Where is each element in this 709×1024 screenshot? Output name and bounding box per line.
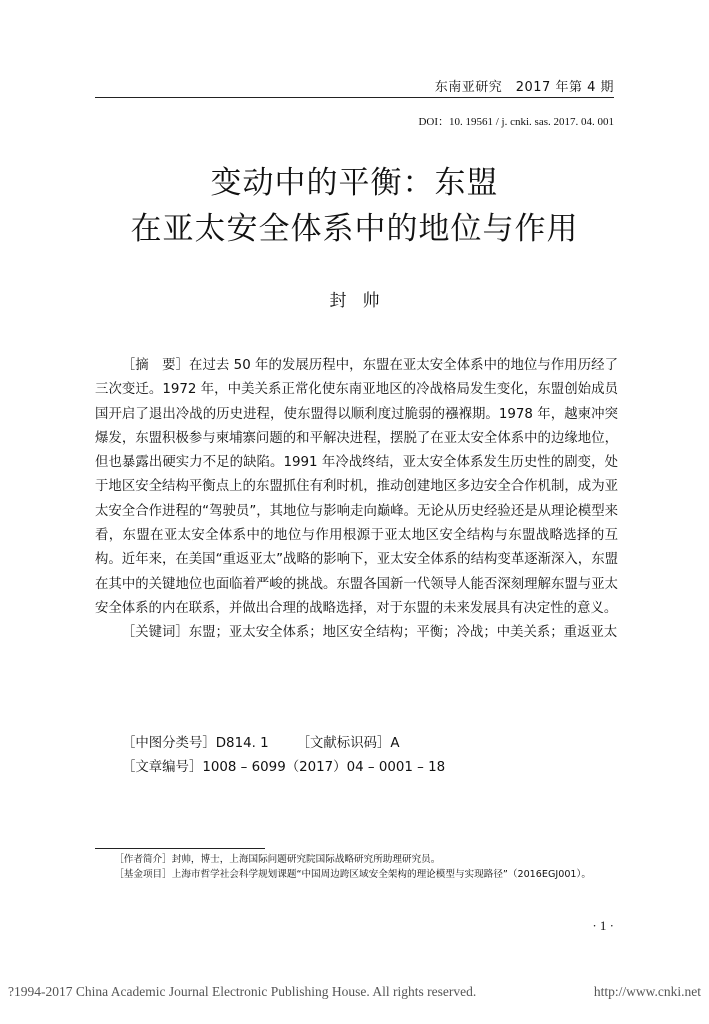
article-number-line [95,756,618,780]
abstract [95,354,618,646]
article-number: ［文章编号］1008 – 6099（2017）04 – 0001 – 18 [122,760,446,775]
title-line-1: 变动中的平衡：东盟 [210,165,499,201]
clc-number: ［中图分类号］D814. 1 [122,736,269,751]
copyright-bar [8,984,701,1000]
abstract-text: ［摘 要］在过去 50 年的发展历程中，东盟在亚太安全体系中的地位与作用历经了三次变迁。1972 年，中美关系正常化使东南亚地区的冷战格局发生变化，东盟创始成员国开启了退出冷战的历史进程，使东盟得以顺利度过脆弱的襁褓期。1978 年，越柬冲突爆发，东盟积极参与柬埔寨问题的和平解决进程，摆脱了在亚太安全体系中的边缘地位，但也暴露出硬实力不足的缺陷。1991 年冷战终结，亚太安全体系发生历史性的剧变，处于地区安全结构平衡点上的东盟抓住有利时机，推动创建地区多边安全合作机制，成为亚太安全合作进程的“驾驶员”，其地位与影响走向巅峰。无论从历史经验还是从理论模型来看，东盟在亚太安全体系中的地位与作用根源于亚太地区安全结构与东盟战略选择的互构。近年来，在美国“重返亚太”战略的影响下，亚太安全体系的结构变革逐渐深入，东盟在其中的关键地位也面临着严峻的挑战。东盟各国新一代领导人能否深刻理解东盟与亚太安全体系的内在联系，并做出合理的战略选择，对于东盟的未来发展具有决定性的意义。 [95,358,618,616]
classification-line [95,732,618,756]
header-rule [95,97,614,98]
journal-issue-header: 东南亚研究 2017 年第 4 期 [434,80,614,95]
copyright-text: ?1994-2017 China Academic Journal Electronic Publishing House. All rights reserved. [8,984,477,999]
author-info-footnote: ［作者简介］封帅，博士，上海国际问题研究院国际战略研究所助理研究员。 [114,854,441,865]
footnote-rule [95,848,265,849]
page-number: · 1 · [592,918,614,933]
fund-footnote: ［基金项目］上海市哲学社会科学规划课题“中国周边跨区域安全架构的理论模型与实现路径”（2016EGJ001）。 [114,869,591,880]
title-line-2: 在亚太安全体系中的地位与作用 [130,211,579,247]
doi-line: DOI：10. 19561 / j. cnki. sas. 2017. 04. 001 [418,116,614,128]
keywords: ［关键词］东盟；亚太安全体系；地区安全结构；平衡；冷战；中美关系；重返亚太 [121,625,618,641]
article-title [0,160,709,252]
author-name: 封帅 [329,291,396,311]
footnotes [95,852,618,882]
document-code: ［文献标识码］A [296,736,400,751]
cnki-link[interactable]: http://www.cnki.net [593,984,701,999]
